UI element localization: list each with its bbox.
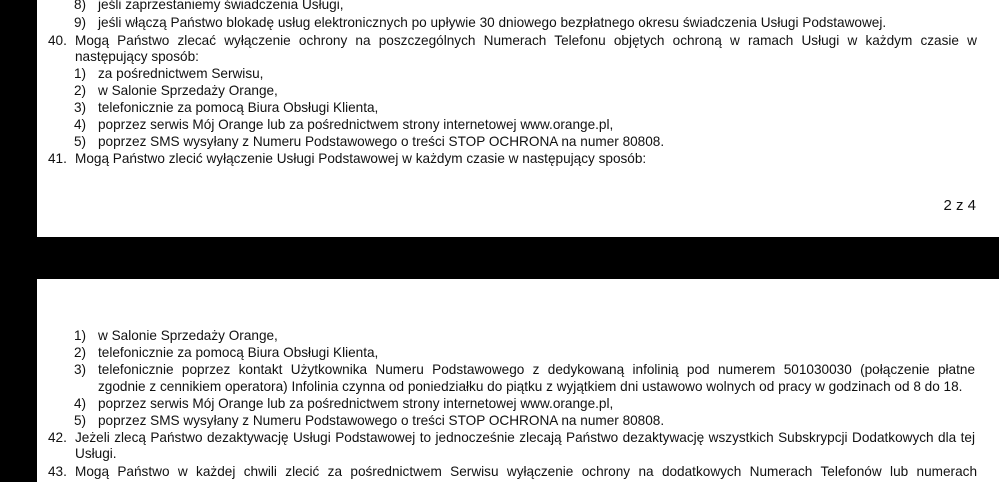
paragraph-text: Mogą Państwo w każdej chwili zlecić za pośrednictwem Serwisu wyłączenie ochrony na dodatkowych Numerach Telefonów lub numerach <box>75 464 977 479</box>
list-item-text: poprzez SMS wysyłany z Numeru Podstawowego o treści STOP OCHRONA na numer 80808. <box>98 413 665 428</box>
list-item-text: w Salonie Sprzedaży Orange, <box>98 328 278 343</box>
page-counter: 2 z 4 <box>943 197 976 214</box>
list-item-text: telefonicznie za pomocą Biura Obsługi Klienta, <box>98 100 379 115</box>
paragraph-text: Mogą Państwo zlecić wyłączenie Usługi Podstawowej w każdym czasie w następujący sposób: <box>75 151 647 166</box>
list-item-text: poprzez SMS wysyłany z Numeru Podstawowego o treści STOP OCHRONA na numer 80808. <box>98 134 665 149</box>
paragraph-text: następujący sposób: <box>75 49 199 64</box>
paragraph-text: Mogą Państwo zlecać wyłączenie ochrony na poszczególnych Numerach Telefonu objętych ochroną w ramach Usługi w każdym czasie w <box>75 33 977 48</box>
list-item-number: 8) <box>74 0 87 12</box>
document-page-3 <box>37 279 999 482</box>
list-item-text: za pośrednictwem Serwisu, <box>98 66 264 81</box>
paragraph-number: 43. <box>48 464 67 479</box>
list-item-number: 5) <box>74 413 87 428</box>
paragraph-number: 41. <box>48 151 67 166</box>
document-page-2 <box>37 0 999 237</box>
list-item-number: 3) <box>74 100 87 115</box>
list-item-number: 5) <box>74 134 87 149</box>
list-item-number: 1) <box>74 66 87 81</box>
paragraph-text: Jeżeli zlecą Państwo dezaktywację Usługi Podstawowej to jednocześnie zlecają Państwo dezaktywację wszystkich Subskrypcji Dodatkowych dla tej <box>75 430 975 445</box>
list-item-text: jeśli zaprzestaniemy świadczenia Usługi, <box>98 0 344 12</box>
list-item-text: telefonicznie poprzez kontakt Użytkownika Numeru Podstawowego z dedykowaną infolinią pod numerem 501030030 (połączenie płatne <box>98 362 975 377</box>
list-item-number: 2) <box>74 345 87 360</box>
list-item-text: w Salonie Sprzedaży Orange, <box>98 83 278 98</box>
list-item-number: 1) <box>74 328 87 343</box>
list-item-number: 9) <box>74 15 87 30</box>
paragraph-number: 40. <box>48 33 67 48</box>
list-item-number: 4) <box>74 396 87 411</box>
paragraph-text: Usługi. <box>75 446 117 461</box>
paragraph-number: 42. <box>48 430 67 445</box>
list-item-text: poprzez serwis Mój Orange lub za pośrednictwem strony internetowej www.orange.pl, <box>98 396 614 411</box>
list-item-text: jeśli włączą Państwo blokadę usług elektronicznych po upływie 30 dniowego bezpłatnego okresu świadczenia Usługi Podstawowej. <box>98 15 887 30</box>
list-item-number: 4) <box>74 117 87 132</box>
list-item-text: zgodnie z cennikiem operatora) Infolinia czynna od poniedziałku do piątku z wyjątkiem dni ustawowo wolnych od pracy w godzinach od 8 do 18. <box>98 379 963 394</box>
list-item-number: 3) <box>74 362 87 377</box>
list-item-number: 2) <box>74 83 87 98</box>
list-item-text: poprzez serwis Mój Orange lub za pośrednictwem strony internetowej www.orange.pl, <box>98 117 614 132</box>
list-item-text: telefonicznie za pomocą Biura Obsługi Klienta, <box>98 345 379 360</box>
